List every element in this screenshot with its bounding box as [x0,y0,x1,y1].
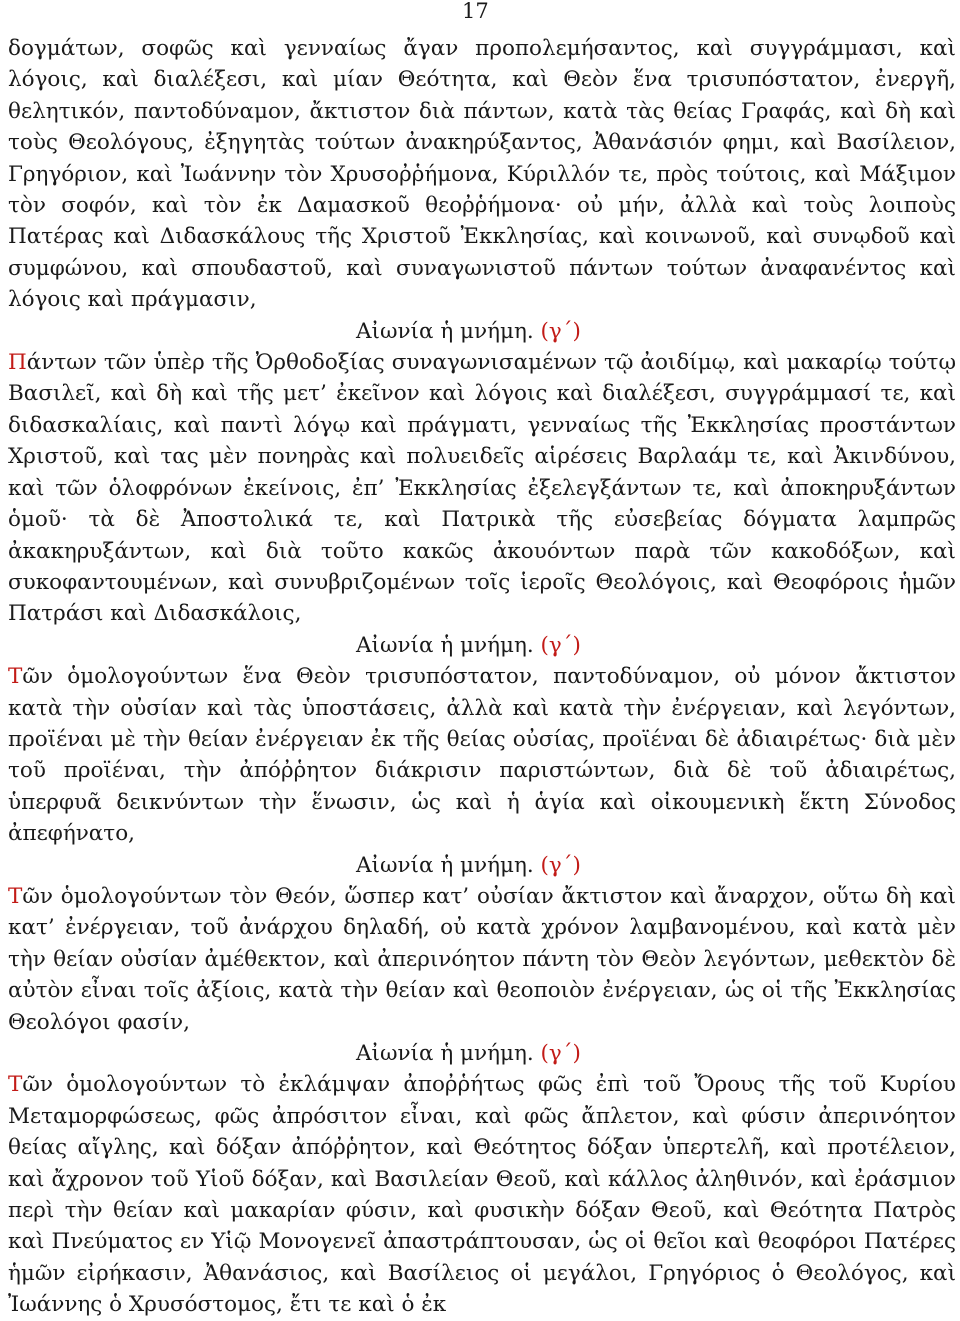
refrain-text: Αἰωνία ἡ μνήμη. [356,852,534,878]
paragraph [8,661,956,849]
document-body [8,33,956,1321]
page-number: 17 [462,0,489,23]
paragraph-text: δογμάτων, σοφῶς καὶ γενναίως ἄγαν προπολεμήσαντος, καὶ συγγράμμασι, καὶ λόγοις, καὶ διαλέξεσι, καὶ μίαν Θεότητα, καὶ Θεὸν ἕνα τρισυπόστατον, ἐνεργῆ, θελητικόν, παντοδύναμον, ἄκτιστον διὰ πάντων, κατὰ τὰς θείας Γραφάς, καὶ δὴ καὶ τοὺς Θεολόγους, ἐξηγητὰς τούτων ἀνακηρύξαντος, Ἀθανάσιόν φημι, καὶ Βασίλειον, Γρηγόριον, καὶ Ἰωάννην τὸν Χρυσοῤῥήμονα, Κύριλλόν τε, πρὸς τούτοις, καὶ Μάξιμον τὸν σοφόν, καὶ τὸν ἐκ Δαμασκοῦ θεοῤῥήμονα· οὐ μήν, ἀλλὰ καὶ τοὺς λοιποὺς Πατέρας καὶ Διδασκάλους τῆς Χριστοῦ Ἐκκλησίας, καὶ κοινωνοῦ, καὶ συνῳδοῦ καὶ συμφώνου, καὶ σπουδαστοῦ, καὶ συναγωνιστοῦ πάντων τούτων ἀναφανέντος καὶ λόγοις καὶ πράγμασιν, [8,36,956,313]
refrain-tone: (γ´) [540,1041,581,1066]
paragraph [8,33,956,316]
paragraph [8,347,956,630]
paragraph [8,881,956,1038]
refrain-text: Αἰωνία ἡ μνήμη. [356,1041,534,1066]
refrain-tone: (γ´) [540,632,581,658]
refrain-line [8,316,956,347]
paragraph-text: ῶν ὁμολογούντων τὸ ἐκλάμψαν ἀποῤῥήτως φῶς ἐπὶ τοῦ Ὄρους τῆς τοῦ Κυρίου Μεταμορφώσεως, φῶς ἀπρόσιτον εἶναι, καὶ φῶς ἄπλετον, καὶ φύσιν ἀπερινόητον θείας αἴγλης, καὶ δόξαν ἀπόῤῥητον, καὶ Θεότητος δόξαν ὑπερτελῆ, καὶ προτέλειον, καὶ ἄχρονον τοῦ Υἱοῦ δόξαν, καὶ Βασιλείαν Θεοῦ, καὶ κάλλος ἀληθινόν, καὶ ἐράσμιον περὶ τὴν θείαν καὶ μακαρίαν φύσιν, καὶ φυσικὴν δόξαν Θεοῦ, καὶ Θεότητα Πατρὸς καὶ Πνεύματος εν Υἱῷ Μονογενεῖ ἀπαστράπτουσαν, ὡς οἱ θεῖοι καὶ θεοφόροι Πατέρες ἡμῶν εἰρήκασιν, Ἀθανάσιος, καὶ Βασίλειος οἱ μεγάλοι, Γρηγόριος ὁ Θεολόγος, καὶ Ἰωάννης ὁ Χρυσόστομος, ἔτι τε καὶ ὁ ἐκ [8,1072,956,1318]
paragraph-text: ῶν ὁμολογούντων τὸν Θεόν, ὥσπερ κατ’ οὐσίαν ἄκτιστον καὶ ἄναρχον, οὕτω δὴ καὶ κατ’ ἐνέργειαν, τοῦ ἀνάρχου δηλαδή, οὐ κατὰ χρόνον λαμβανομένου, καὶ κατὰ μὲν τὴν θείαν οὐσίαν ἀμέθεκτον, καὶ ἀπερινόητον πάντη τὸν Θεὸν λεγόντων, μεθεκτὸν δὲ αὐτὸν εἶναι τοῖς ἀξίοις, κατὰ τὴν θείαν καὶ θεοποιὸν ἐνέργειαν, ὡς οἱ τῆς Ἐκκλησίας Θεολόγοι φασίν, [8,883,956,1035]
paragraph [8,1069,956,1320]
drop-initial: Π [8,350,27,376]
refrain-text: Αἰωνία ἡ μνήμη. [356,632,534,658]
drop-initial: Τ [8,1072,23,1098]
refrain-line [8,850,956,881]
paragraph-text: άντων τῶν ὑπὲρ τῆς Ὀρθοδοξίας συναγωνισαμένων τῷ ἀοιδίμῳ, καὶ μακαρίῳ τούτῳ Βασιλεῖ, καὶ δὴ καὶ τῆς μετ’ ἐκεῖνον καὶ λόγοις καὶ διαλέξεσι, συγγράμμασί τε, καὶ διδασκαλίαις, καὶ παντὶ λόγῳ καὶ πράγματι, γενναίως τῆς Ἐκκλησίας προστάντων Χριστοῦ, καὶ τας μὲν πονηρὰς καὶ πολυειδεῖς αἱρέσεις Βαρλαάμ τε, καὶ Ἀκινδύνου, καὶ τῶν ὁλοφρόνων ἐκείνοις, ἐπ’ Ἐκκλησίας ἐξελεγξάντων τε, καὶ ἀποκηρυξάντων ὁμοῦ· τὰ δὲ Ἀποστολικά τε, καὶ Πατρικὰ τῆς εὐσεβείας δόγματα λαμπρῶς ἀκακηρυξάντων, καὶ διὰ τοῦτο κακῶς ἀκουόντων παρὰ τῶν κακοδόξων, καὶ συκοφαντουμένων, καὶ συνυβριζομένων τοῖς ἱεροῖς Θεολόγοις, καὶ Θεοφόροις ἡμῶν Πατράσι καὶ Διδασκάλοις, [8,350,956,627]
drop-initial: Τ [8,883,23,909]
refrain-text: Αἰωνία ἡ μνήμη. [356,318,534,344]
drop-initial: Τ [8,664,23,690]
refrain-line [8,630,956,661]
refrain-tone: (γ´) [540,852,581,878]
refrain-tone: (γ´) [540,318,581,344]
paragraph-text: ῶν ὁμολογούντων ἕνα Θεὸν τρισυπόστατον, παντοδύναμον, οὐ μόνον ἄκτιστον κατὰ τὴν οὐσίαν καὶ τὰς ὑποστάσεις, ἀλλὰ καὶ κατὰ τὴν ἐνέργειαν, καὶ λεγόντων, προϊέναι μὲ τὴν θείαν ἐνέργειαν ἐκ τῆς θείας οὐσίας, προϊέναι δὲ ἀδιαιρέτως· διὰ μὲν τοῦ προϊέναι, τὴν ἀπόῤῥητον διάκρισιν παριστώντων, διὰ δὲ τοῦ ἀδιαιρέτως, ὑπερφυᾶ δεικνύντων τὴν ἕνωσιν, ὡς καὶ ἡ ἁγία καὶ οἰκουμενικὴ ἕκτη Σύνοδος ἀπεφήνατο, [8,664,956,847]
refrain-line [8,1038,956,1069]
